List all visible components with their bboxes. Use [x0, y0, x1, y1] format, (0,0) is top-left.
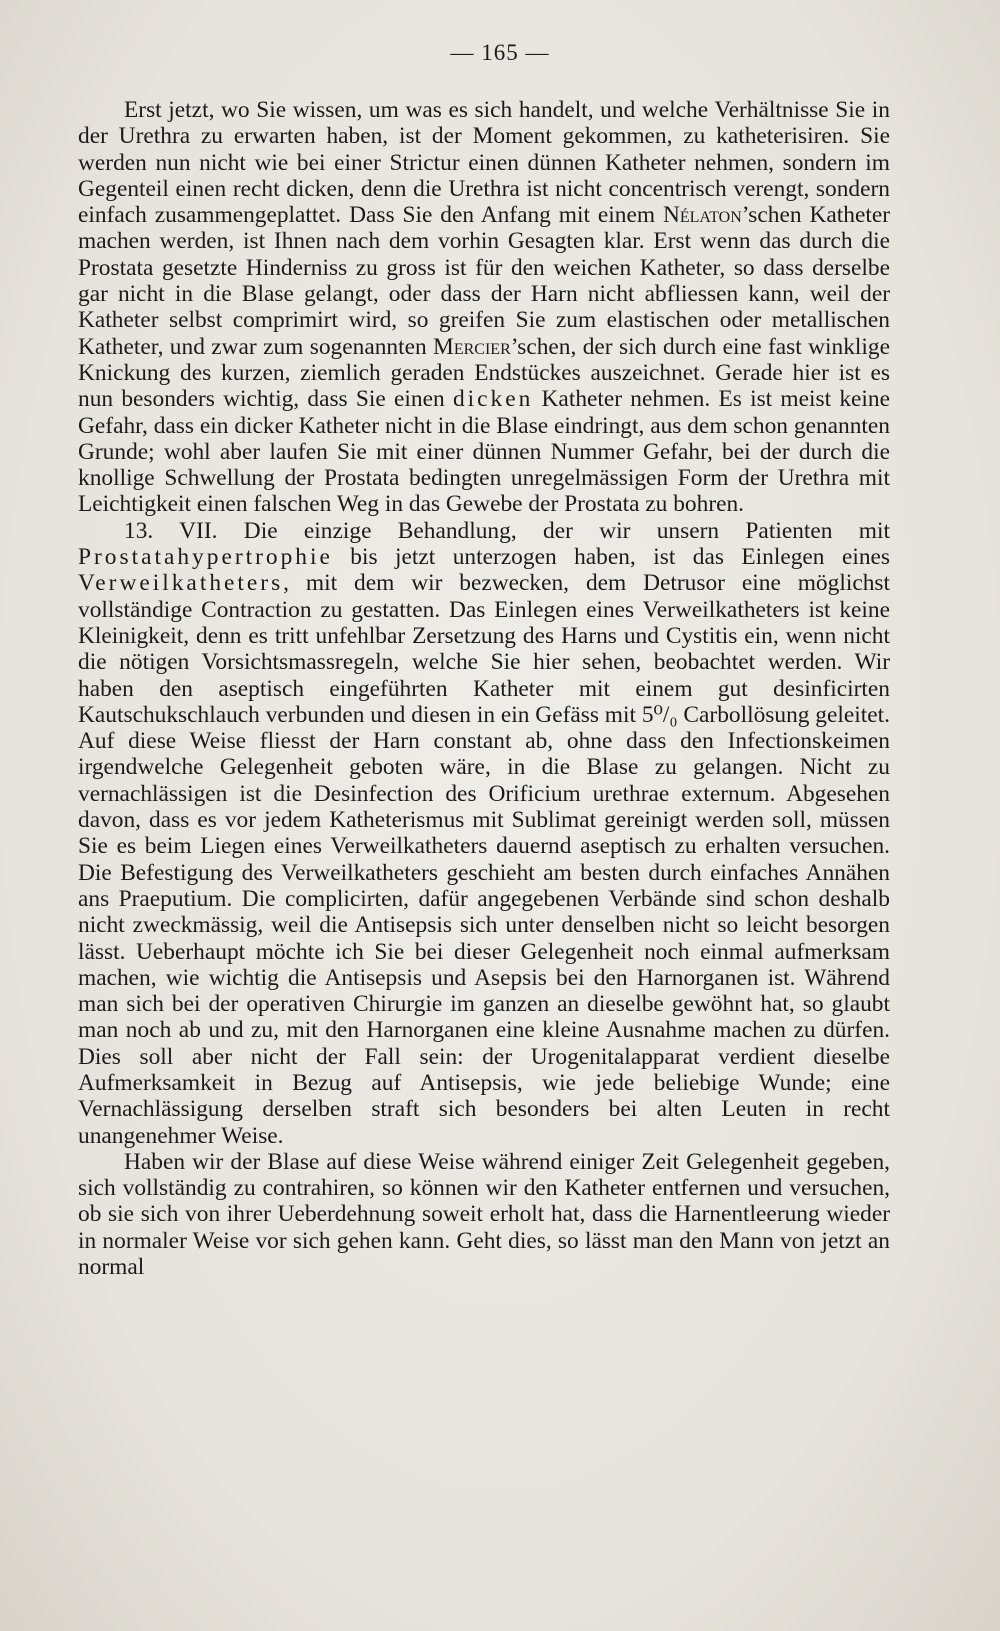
- text-run: 13. VII. Die einzige Behandlung, der wir unsern Patienten mit: [124, 517, 890, 544]
- text-run: Erst jetzt, wo Sie wissen, um was es sich handelt, und welche Verhältnisse Sie in der Urethra zu erwarten haben, ist der Moment gekommen, zu katheterisiren. Sie werden nun nicht wie bei einer Strictur einen dünnen Katheter nehmen, sondern im Gegenteil einen recht dicken, denn die Urethra ist nicht concentrisch verengt, sondern einfach zusammengeplattet. Dass Sie den Anfang mit einem: [78, 97, 890, 229]
- text-run: ’schen, der sich durch eine fast winklige Knickung des kurzen, ziemlich geraden Endstückes auszeichnet. Gerade hier ist es nun besonders wichtig, dass Sie einen: [78, 333, 891, 413]
- page-number: — 165 —: [450, 40, 550, 65]
- body-text: [78, 97, 890, 1280]
- emphasis-verweilkatheters: Verweilkatheters: [78, 570, 284, 597]
- paragraph-3: [78, 1149, 890, 1280]
- paragraph-1: [78, 97, 890, 518]
- text-run: Katheter nehmen. Es ist meist keine Gefahr, dass ein dicker Katheter nicht in die Blase eindringt, aus dem schon genannten Grunde; wohl aber laufen Sie mit einer dünnen Nummer Gefahr, bei der durch die knollige Schwellung der Prostata bedingten unregelmässigen Form der Urethra mit Leichtigkeit einen falschen Weg in das Gewebe der Prostata zu bohren.: [78, 386, 890, 518]
- text-run: bis jetzt unterzogen haben, ist das Einlegen eines: [332, 544, 890, 571]
- text-run: Haben wir der Blase auf diese Weise während einiger Zeit Gelegenheit gegeben, sich vollständig zu contrahiren, so können wir den Katheter entfernen und versuchen, ob sie sich von ihrer Ueberdehnung soweit erholt hat, dass die Harnentleerung wieder in normaler Weise vor sich gehen kann. Geht dies, so lässt man den Mann von jetzt an normal: [78, 1148, 890, 1281]
- text-run: , mit dem wir bezwecken, dem Detrusor eine möglichst vollständige Contraction zu gestatten. Das Einlegen eines Verweilkatheters ist keine Kleinigkeit, denn es tritt unfehlbar Zersetzung des Harns und Cystitis ein, wenn nicht die nötigen Vorsichtsmassregeln, welche Sie hier sehen, beobachtet werden. Wir haben den aseptisch eingeführten Katheter mit einem gut desinficirten Kautschukschlauch verbunden und diesen in ein Gefäss mit 5⁰/₀ Carbollösung geleitet. Auf diese Weise fliesst der Harn constant ab, ohne dass den Infectionskeimen irgendwelche Gelegenheit geboten wäre, in die Blase zu gelangen. Nicht zu vernachlässigen ist die Desinfection des Orificium urethrae externum. Abgesehen davon, dass es vor jedem Katheterismus mit Sublimat gereinigt werden soll, müssen Sie es beim Liegen eines Verweilkatheters dauernd aseptisch zu erhalten versuchen. Die Befestigung des Verweilkatheters geschieht am besten durch einfaches Annähen ans Praeputium. Die complicirten, dafür angegebenen Verbände sind schon deshalb nicht zweckmässig, weil die Antisepsis sich unter denselben nicht so leicht besorgen lässt. Ueberhaupt möchte ich Sie bei dieser Gelegenheit noch einmal aufmerksam machen, wie wichtig die Antisepsis und Asepsis bei den Harnorganen ist. Während man sich bei der operativen Chirurgie im ganzen an dieselbe gewöhnt hat, so glaubt man noch ab und zu, mit den Harnorganen eine kleine Ausnahme machen zu dürfen. Dies soll aber nicht der Fall sein: der Urogenitalapparat verdient dieselbe Aufmerksamkeit in Bezug auf Antisepsis, wie jede beliebige Wunde; eine Vernachlässigung derselben straft sich besonders bei alten Leuten in recht unangenehmer Weise.: [78, 570, 890, 1149]
- emphasis-prostatahypertrophie: Prostatahypertrophie: [78, 544, 333, 571]
- paragraph-2: [78, 518, 890, 1149]
- text-run: ’schen Katheter machen werden, ist Ihnen nach dem vorhin Gesagten klar. Erst wenn das durch die Prostata gesetzte Hinderniss zu gross ist für den weichen Katheter, so dass derselbe gar nicht in die Blase gelangt, oder dass der Harn nicht abfliessen kann, weil der Katheter selbst comprimirt wird, so greifen Sie zum elastischen oder metallischen Katheter, und zwar zum sogenannten: [78, 202, 890, 360]
- author-name-nelaton: Nélaton: [662, 202, 742, 229]
- emphasis-dicken: dicken: [452, 386, 534, 413]
- author-name-mercier: Mercier: [433, 333, 511, 360]
